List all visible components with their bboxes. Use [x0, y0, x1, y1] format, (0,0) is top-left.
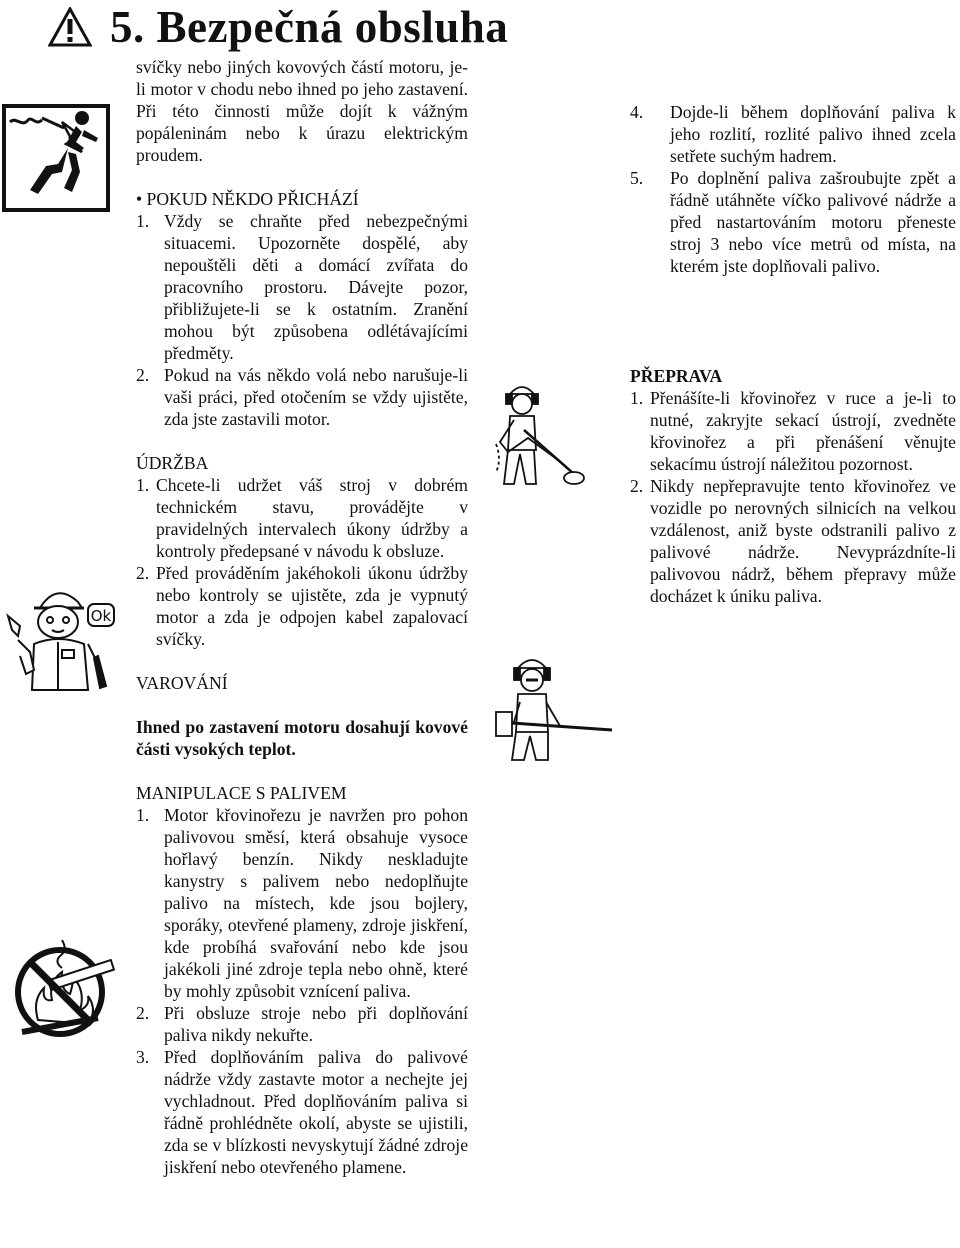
list-item: 1. Přenášíte-li křovinořez v ruce a je-li to nutné, zakryjte sekací ústrojí, zvedněte křovinořez a při přenášení věnujte sekacímu ústrojí náležitou pozornost.	[630, 388, 956, 474]
no-smoking-icon	[8, 930, 124, 1046]
worker-carrying-trimmer-illustration	[494, 652, 618, 762]
section-heading-varovani: VAROVÁNÍ	[136, 673, 228, 693]
list-item: 4. Dojde-li během doplňování paliva k jeho rozlití, rozlité palivo ihned zcela setřete suchým hadrem.	[630, 102, 956, 166]
list-item: 2. Nikdy nepřepravujte tento křovinořez ve vozidle po nerovných silnicích na velkou vzdálenost, aniž byste odstranili palivo z palivové nádrže. Nevyprázdníte-li palivovou nádrž, během přepravy může docházet k úniku paliva.	[630, 476, 956, 606]
right-column	[630, 101, 956, 607]
left-column	[136, 56, 468, 1178]
ok-badge-label: Ok	[90, 607, 112, 625]
page-title-row	[48, 2, 508, 52]
warning-triangle-icon	[48, 7, 92, 47]
no-smoking-fire-illustration	[8, 930, 124, 1046]
list-item: 5. Po doplnění paliva zašroubujte zpět a řádně utáhněte víčko palivové nádrže a před nastartováním motoru přeneste stroj 3 nebo více metrů od místa, na kterém jste doplňovali palivo.	[630, 168, 956, 276]
list-item: 2. Při obsluze stroje nebo při doplňování paliva nikdy nekuřte.	[136, 1003, 468, 1045]
list-item: 2. Pokud na vás někdo volá nebo narušuje-li vaši práci, před otočením se vždy ujistěte, zda jste zastavili motor.	[136, 365, 468, 429]
maintenance-worker-illustration	[4, 578, 124, 700]
list-item: 1. Vždy se chraňte před nebezpečnými situacemi. Upozorněte dospělé, aby nepouštěli děti a domácí zvířata do pracovního prostoru. Dávejte pozor, přibližujete-li se k ostatním. Zranění mohou být způsobena odlétávajícími předměty.	[136, 211, 468, 363]
list-item: 3. Před doplňováním paliva do palivové nádrže vždy zastavte motor a nechejte jej vychladnout. Před doplňováním paliva si řádně prohlédněte okolí, abyste se ujistili, zda se v blízkosti nevyskytují žádné zdroje jiskření nebo otevřeného plamene.	[136, 1047, 468, 1177]
worker-with-trimmer-illustration	[494, 380, 586, 490]
section-heading-palivo: MANIPULACE S PALIVEM	[136, 783, 347, 803]
electric-shock-warning-illustration	[2, 104, 110, 212]
list-item: 1. Chcete-li udržet váš stroj v dobrém technickém stavu, provádějte v pravidelných intervalech úkony údržby a kontroly předepsané v návodu k obsluze.	[136, 475, 468, 561]
section-heading-udrzba: ÚDRŽBA	[136, 453, 209, 473]
list-item: 2. Před prováděním jakéhokoli úkonu údržby nebo kontroly se ujistěte, zda je vypnutý motor a zda je odpojen kabel zapalovací svíčky.	[136, 563, 468, 649]
section-heading-pokud: • POKUD NĚKDO PŘICHÁZÍ	[136, 189, 359, 209]
electric-shock-icon	[2, 104, 110, 212]
list-item: 1. Motor křovinořezu je navržen pro pohon palivovou směsí, která obsahuje vysoce hořlavý benzín. Nikdy neskladujte kanystry s palivem nebo nedoplňujte palivo na místech, kde jsou bojlery, sporáky, otevřené plameny, zdroje jiskření, kde probíhá svařování nebo kde jsou jakékoli jiné zdroje tepla nebo ohně, které by mohly způsobit vznícení paliva.	[136, 805, 468, 1001]
intro-paragraph: svíčky nebo jiných kovových částí motoru, je-li motor v chodu nebo ihned po jeho zastavení. Při této činnosti může dojít k vážným popáleninám nebo k úrazu elektrickým proudem.	[136, 57, 468, 165]
section-heading-preprava: PŘEPRAVA	[630, 366, 723, 386]
page-title: 5. Bezpečná obsluha	[110, 2, 509, 52]
warning-text: Ihned po zastavení motoru dosahují kovové části vysokých teplot.	[136, 717, 468, 759]
